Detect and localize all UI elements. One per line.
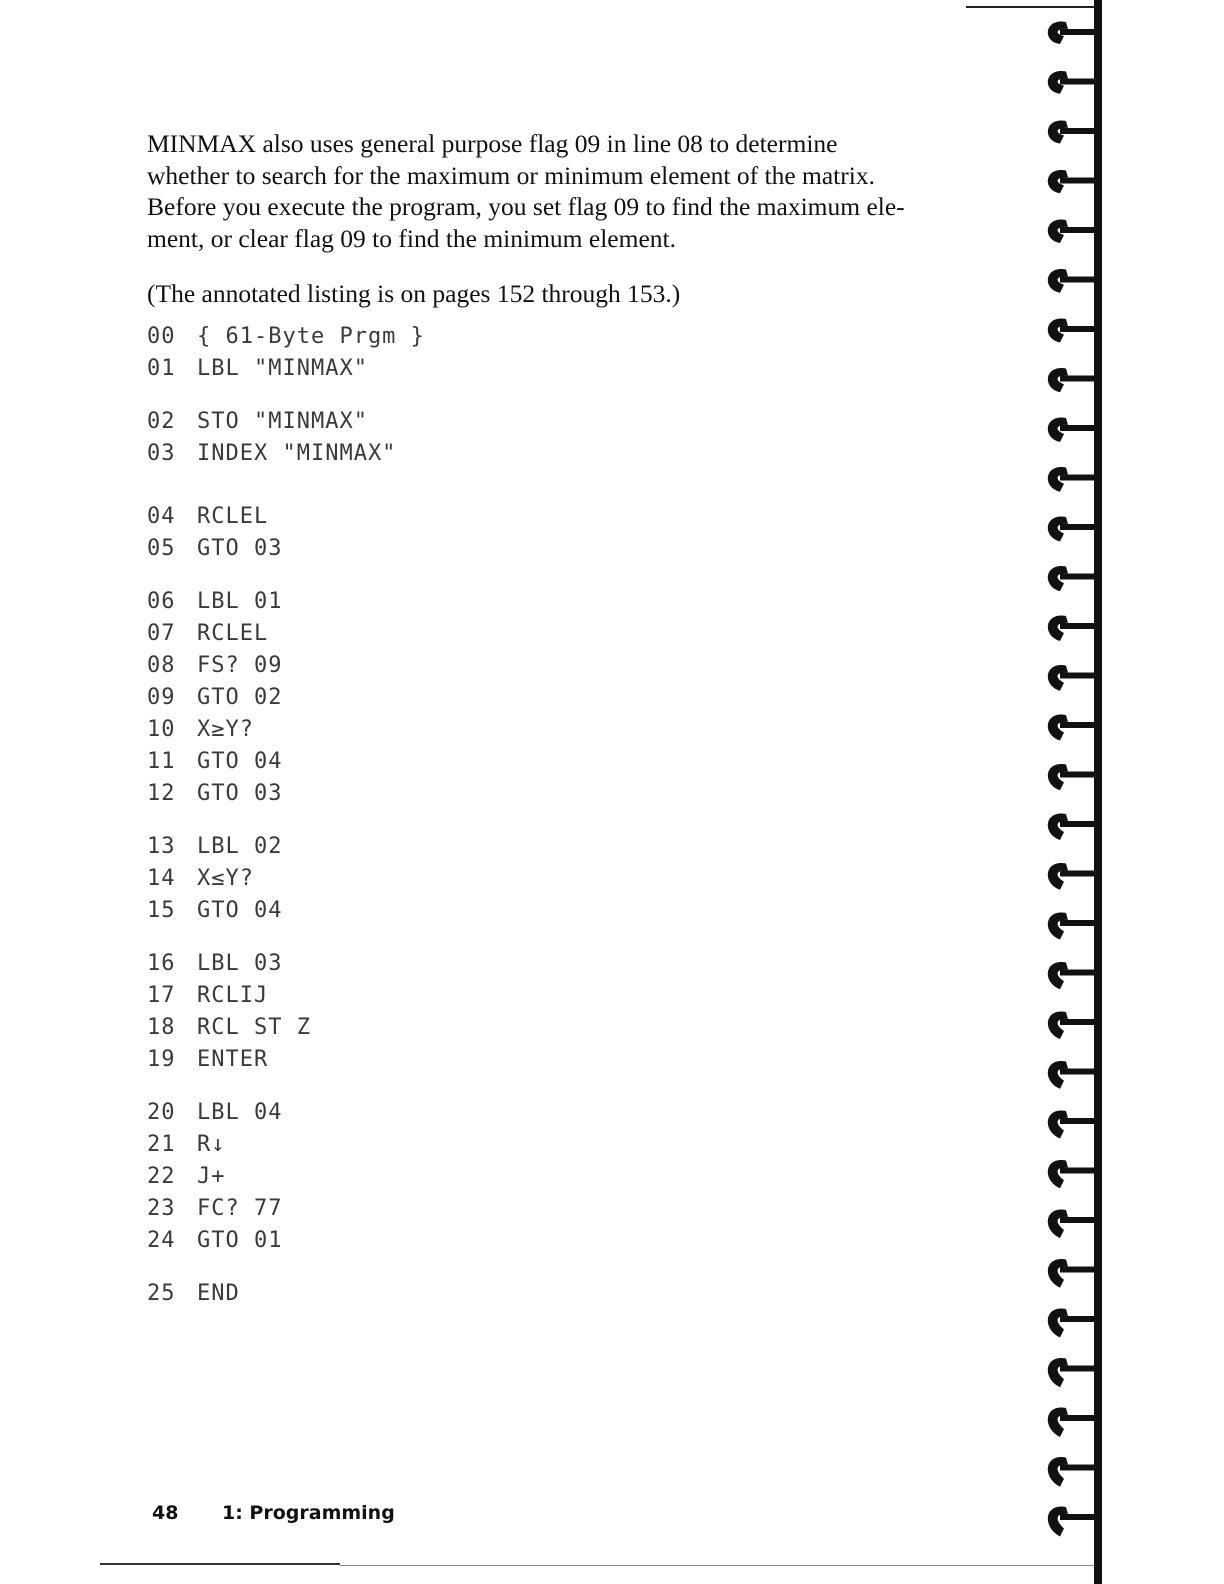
line-code: STO "MINMAX" xyxy=(197,409,368,434)
listing-reference-note: (The annotated listing is on pages 152 through 153.) xyxy=(147,279,681,308)
binding-ring xyxy=(1048,1061,1098,1089)
line-code: GTO 01 xyxy=(197,1228,283,1253)
line-number: 16 xyxy=(147,951,176,976)
line-number: 14 xyxy=(147,866,176,891)
line-code: END xyxy=(197,1281,240,1306)
listing-line xyxy=(147,407,368,437)
listing-line xyxy=(147,864,254,894)
listing-line xyxy=(147,715,254,745)
line-number: 13 xyxy=(147,834,176,859)
listing-line xyxy=(147,747,282,777)
line-code: GTO 04 xyxy=(197,898,283,923)
listing-line xyxy=(147,832,282,862)
line-number: 17 xyxy=(147,983,176,1008)
line-code: { 61-Byte Prgm } xyxy=(197,324,425,349)
line-number: 10 xyxy=(147,717,176,742)
line-number: 11 xyxy=(147,749,176,774)
line-code: GTO 03 xyxy=(197,536,283,561)
bottom-rule xyxy=(100,1563,340,1565)
line-code: LBL 04 xyxy=(197,1100,283,1125)
line-code: GTO 03 xyxy=(197,781,283,806)
binding-ring xyxy=(1048,121,1098,144)
line-number: 09 xyxy=(147,685,176,710)
spiral-binding xyxy=(1030,0,1224,1584)
listing-line xyxy=(147,651,282,681)
binding-ring xyxy=(1048,319,1098,343)
line-number: 01 xyxy=(147,356,176,381)
line-number: 03 xyxy=(147,441,176,466)
listing-line xyxy=(147,322,425,352)
line-code: R↓ xyxy=(197,1132,226,1157)
line-number: 22 xyxy=(147,1164,176,1189)
listing-line xyxy=(147,1098,282,1128)
line-number: 25 xyxy=(147,1281,176,1306)
listing-line xyxy=(147,981,268,1011)
intro-line: whether to search for the maximum or minimum element of the matrix. xyxy=(147,160,875,190)
line-number: 05 xyxy=(147,536,176,561)
listing-line xyxy=(147,587,282,617)
line-code: J+ xyxy=(197,1164,226,1189)
line-number: 04 xyxy=(147,504,176,529)
listing-line xyxy=(147,1130,226,1160)
binding-ring xyxy=(1048,517,1098,542)
listing-line xyxy=(147,1013,311,1043)
listing-line xyxy=(147,1279,240,1309)
binding-ring xyxy=(1048,913,1098,940)
section-title: 1: Programming xyxy=(222,1502,395,1524)
line-number: 24 xyxy=(147,1228,176,1253)
line-number: 07 xyxy=(147,621,176,646)
line-code: RCLEL xyxy=(197,621,269,646)
intro-line: Before you execute the program, you set flag 09 to find the maximum ele- xyxy=(147,192,905,221)
line-code: ENTER xyxy=(197,1047,269,1072)
binding-ring xyxy=(1048,467,1098,492)
line-code: RCLIJ xyxy=(197,983,269,1008)
listing-line xyxy=(147,619,268,649)
line-code: GTO 04 xyxy=(197,749,283,774)
listing-line xyxy=(147,354,368,384)
page-number: 48 xyxy=(152,1502,179,1524)
listing-line xyxy=(147,1226,282,1256)
line-number: 15 xyxy=(147,898,176,923)
binding-ring xyxy=(1048,1111,1098,1139)
listing-line xyxy=(147,779,282,809)
binding-ring xyxy=(1048,1259,1098,1288)
listing-line xyxy=(147,534,282,564)
page-footer xyxy=(152,1500,395,1526)
line-code: LBL 02 xyxy=(197,834,283,859)
line-number: 20 xyxy=(147,1100,176,1125)
line-code: FC? 77 xyxy=(197,1196,283,1221)
intro-line: MINMAX also uses general purpose flag 09 in line 08 to determine xyxy=(147,129,838,158)
binding-ring xyxy=(1048,418,1098,442)
binding-ring xyxy=(1048,1012,1098,1039)
line-code: FS? 09 xyxy=(197,653,283,678)
binding-ring xyxy=(1048,170,1098,193)
binding-ring xyxy=(1048,368,1098,392)
listing-line xyxy=(147,896,282,926)
binding-ring xyxy=(1048,863,1098,890)
binding-ring xyxy=(1048,220,1098,243)
binding-ring xyxy=(1048,1408,1098,1437)
binding-ring xyxy=(1048,1507,1098,1537)
binding-ring xyxy=(1048,1210,1098,1238)
binding-spine xyxy=(1094,0,1102,1584)
binding-ring xyxy=(1048,1457,1098,1487)
binding-ring xyxy=(1048,1358,1098,1387)
listing-line xyxy=(147,502,268,532)
line-code: X≥Y? xyxy=(197,717,254,742)
line-number: 06 xyxy=(147,589,176,614)
line-number: 21 xyxy=(147,1132,176,1157)
listing-line xyxy=(147,683,282,713)
line-code: INDEX "MINMAX" xyxy=(197,441,397,466)
line-code: LBL 01 xyxy=(197,589,283,614)
binding-ring xyxy=(1048,1309,1098,1338)
line-code: X≤Y? xyxy=(197,866,254,891)
binding-ring xyxy=(1048,962,1098,989)
line-number: 12 xyxy=(147,781,176,806)
binding-ring xyxy=(1048,71,1098,94)
binding-ring xyxy=(1048,22,1098,44)
line-code: LBL 03 xyxy=(197,951,283,976)
intro-line: ment, or clear flag 09 to find the minimum element. xyxy=(147,223,676,253)
bottom-rule-thin xyxy=(340,1565,1100,1566)
line-number: 18 xyxy=(147,1015,176,1040)
listing-line xyxy=(147,949,282,979)
binding-ring xyxy=(1048,715,1098,741)
line-number: 23 xyxy=(147,1196,176,1221)
binding-ring xyxy=(1048,269,1098,293)
binding-ring xyxy=(1048,616,1098,641)
listing-line xyxy=(147,439,396,469)
binding-ring xyxy=(1048,1160,1098,1188)
line-number: 02 xyxy=(147,409,176,434)
listing-line xyxy=(147,1162,226,1192)
listing-line xyxy=(147,1194,282,1224)
binding-ring xyxy=(1048,814,1098,840)
line-number: 08 xyxy=(147,653,176,678)
line-code: GTO 02 xyxy=(197,685,283,710)
intro-paragraph xyxy=(147,128,977,254)
listing-line xyxy=(147,1045,268,1075)
line-code: LBL "MINMAX" xyxy=(197,356,368,381)
binding-ring xyxy=(1048,566,1098,591)
line-code: RCL ST Z xyxy=(197,1015,311,1040)
binding-ring xyxy=(1048,764,1098,790)
line-code: RCLEL xyxy=(197,504,269,529)
line-number: 19 xyxy=(147,1047,176,1072)
line-number: 00 xyxy=(147,324,176,349)
binding-ring xyxy=(1048,665,1098,691)
